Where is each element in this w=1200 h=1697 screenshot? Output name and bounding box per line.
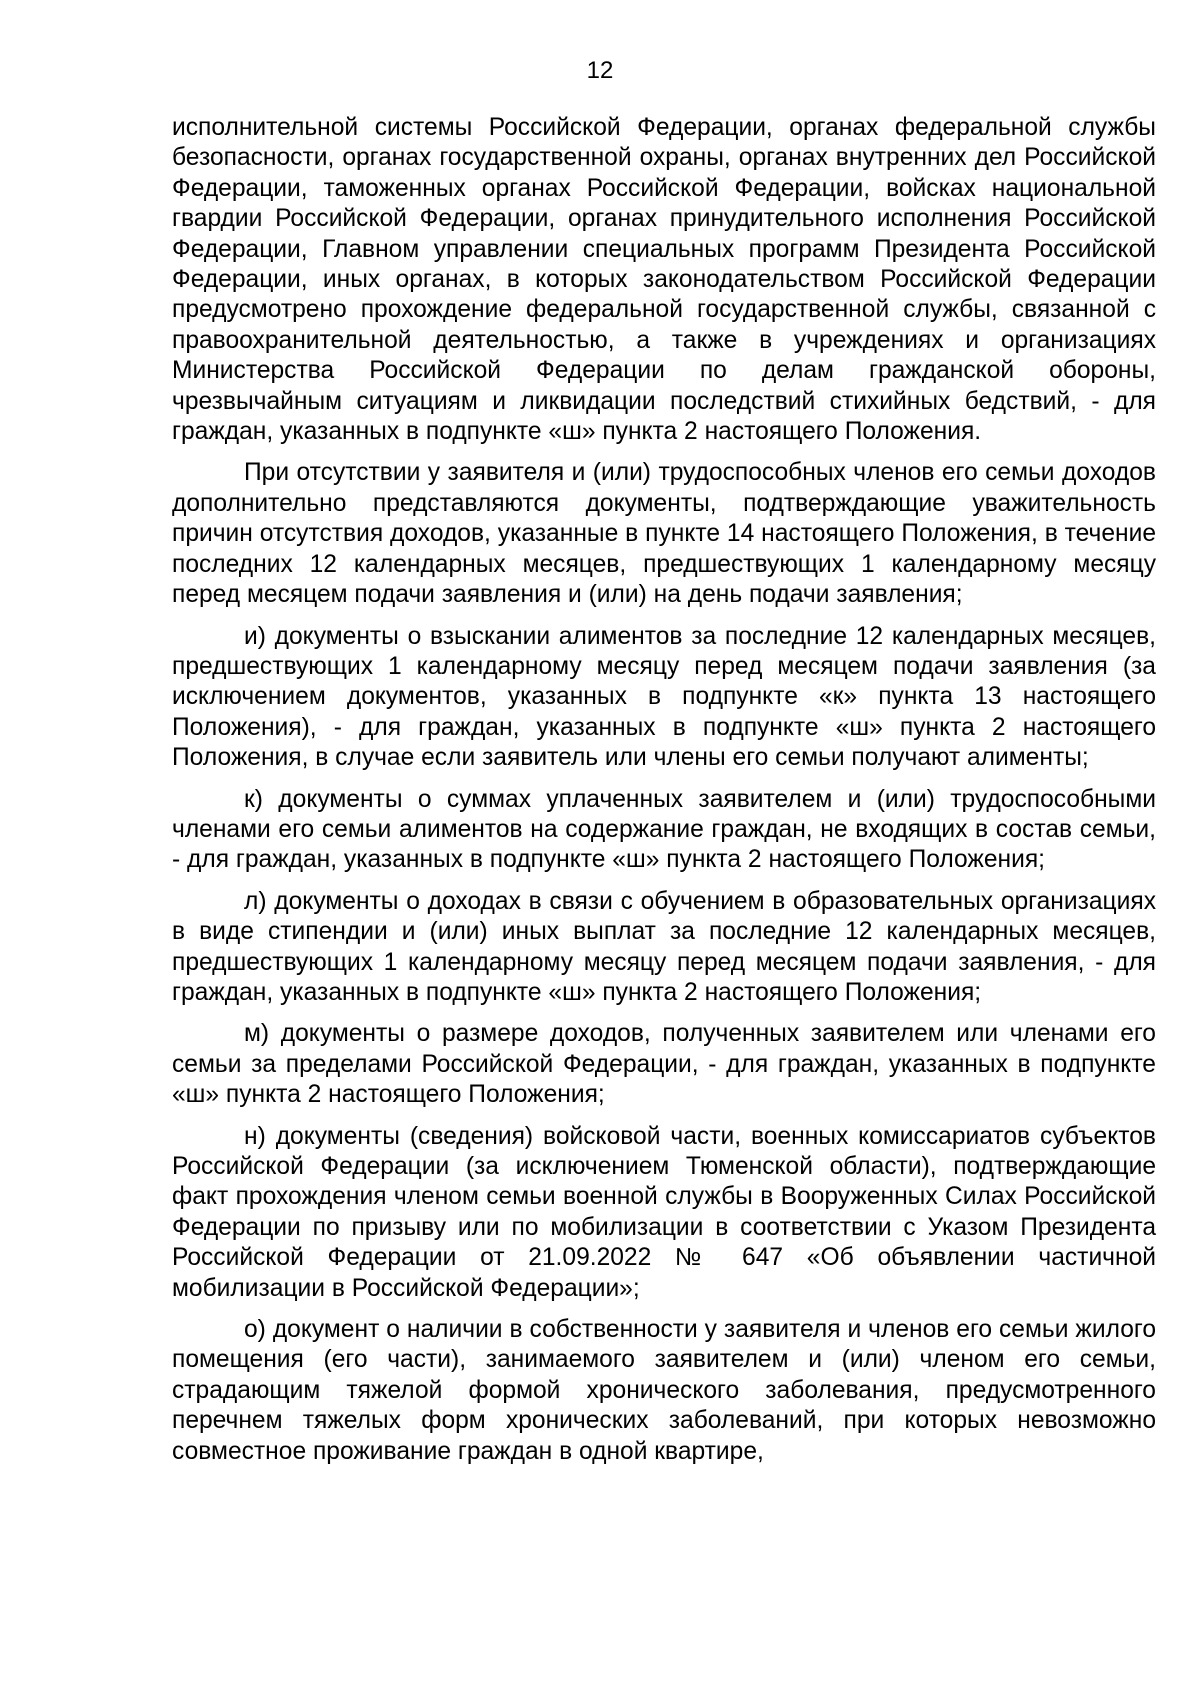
- paragraph-item-n: н) документы (сведения) войсковой части, военных комиссариатов субъектов Российской Федерации (за исключением Тюменской области), подтверждающие факт прохождения членом семьи военной службы в Вооруженных Силах Российской Федерации по призыву или по мобилизации в соответствии с Указом Президента Российской Федерации от 21.09.2022 № 647 «Об объявлении частичной мобилизации в Российской Федерации»;: [172, 1122, 1156, 1302]
- paragraph-item-o: о) документ о наличии в собственности у заявителя и членов его семьи жилого помещения (его части), занимаемого заявителем и (или) членом его семьи, страдающим тяжелой формой хронического заболевания, предусмотренного перечнем тяжелых форм хронических заболеваний, при которых невозможно совместное проживание граждан в одной квартире,: [172, 1316, 1156, 1465]
- paragraph-item-k: к) документы о суммах уплаченных заявителем и (или) трудоспособными членами его семьи алиментов на содержание граждан, не входящих в состав семьи, - для граждан, указанных в подпункте «ш» пункта 2 настоящего Положения;: [172, 785, 1156, 874]
- paragraph-absence-of-income: При отсутствии у заявителя и (или) трудоспособных членов его семьи доходов дополнительно представляются документы, подтверждающие уважительность причин отсутствия доходов, указанные в пункте 14 настоящего Положения, в течение последних 12 календарных месяцев, предшествующих 1 календарному месяцу перед месяцем подачи заявления и (или) на день подачи заявления;: [172, 459, 1156, 609]
- paragraph-item-l: л) документы о доходах в связи с обучением в образовательных организациях в виде стипендии и (или) иных выплат за последние 12 календарных месяцев, предшествующих 1 календарному месяцу перед месяцем подачи заявления, - для граждан, указанных в подпункте «ш» пункта 2 настоящего Положения;: [172, 887, 1156, 1006]
- paragraph-item-i: и) документы о взыскании алиментов за последние 12 календарных месяцев, предшествующих 1 календарному месяцу перед месяцем подачи заявления (за исключением документов, указанных в подпункте «к» пункта 13 настоящего Положения), - для граждан, указанных в подпункте «ш» пункта 2 настоящего Положения, в случае если заявитель или члены его семьи получают алименты;: [172, 622, 1156, 772]
- paragraph-continuation: исполнительной системы Российской Федерации, органах федеральной службы безопасности, органах государственной охраны, органах внутренних дел Российской Федерации, таможенных органах Российской Федерации, войсках национальной гвардии Российской Федерации, органах принудительного исполнения Российской Федерации, Главном управлении специальных программ Президента Российской Федерации, иных органах, в которых законодательством Российской Федерации предусмотрено прохождение федеральной государственной службы, связанной с правоохранительной деятельностью, а также в учреждениях и организациях Министерства Российской Федерации по делам гражданской обороны, чрезвычайным ситуациям и ликвидации последствий стихийных бедствий, - для граждан, указанных в подпункте «ш» пункта 2 настоящего Положения.: [172, 114, 1156, 446]
- document-body: [172, 113, 1156, 1478]
- page-number: 12: [586, 57, 614, 84]
- paragraph-item-m: м) документы о размере доходов, полученных заявителем или членами его семьи за пределами Российской Федерации, - для граждан, указанных в подпункте «ш» пункта 2 настоящего Положения;: [172, 1020, 1156, 1109]
